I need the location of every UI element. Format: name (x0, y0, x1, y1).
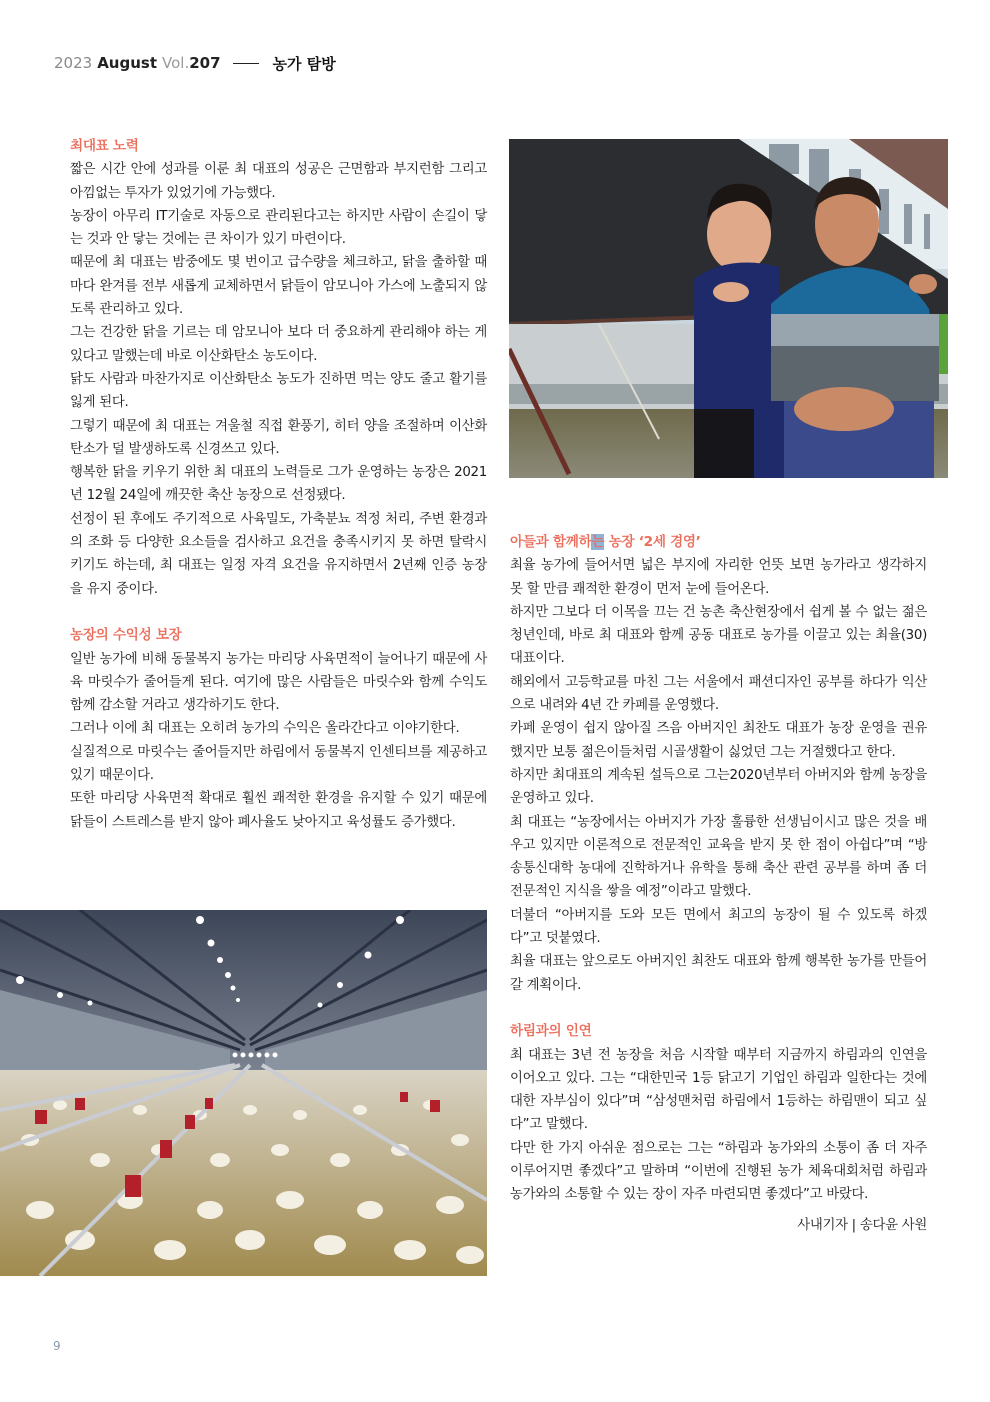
paragraph: 그러나 이에 최 대표는 오히려 농가의 수익은 올라간다고 이야기한다. (70, 721, 460, 737)
byline: 사내기자 | 송다윤 사원 (797, 1217, 927, 1233)
paragraph: 해외에서 고등학교를 마친 그는 서울에서 패션디자인 공부를 하다가 익산으로 내려와 4년 간 카페를 운영했다. (510, 674, 927, 714)
paragraph: 짧은 시간 안에 성과를 이룬 최 대표의 성공은 근면함과 부지런함 그리고 아낌없는 투자가 있었기에 가능했다. (70, 162, 487, 201)
paragraph: 최율 농가에 들어서면 넓은 부지에 자리한 언뜻 보면 농가라고 생각하지 못 할 만큼 쾌적한 환경이 먼저 눈에 들어온다. (510, 558, 927, 597)
running-header (54, 52, 336, 74)
paragraph: 닭도 사람과 마찬가지로 이산화탄소 농도가 진하면 먹는 양도 줄고 활기를 잃게 된다. (70, 371, 487, 411)
paragraph: 최 대표는 3년 전 농장을 처음 시작할 때부터 지금까지 하림과의 인연을 이어오고 있다. 그는 “대한민국 1등 닭고기 기업인 하림과 일한다는 것에 대한 자부심이 있다”며 “삼성맨처럼 하림에서 1등하는 하림맨이 되고 싶다”고 말했다. (510, 1047, 927, 1133)
section-heading: 하림과의 인연 (510, 1023, 592, 1040)
header-divider (233, 63, 259, 64)
issue-year: 2023 (54, 54, 93, 72)
issue-volume: Vol.207 (162, 54, 221, 72)
photo-father-and-son (509, 139, 948, 478)
paragraph: 선정이 된 후에도 주기적으로 사육밀도, 가축분뇨 적정 처리, 주변 환경과의 조화 등 다양한 요소들을 검사하고 요건을 충족시키지 못 하면 탈락시키기도 하는데, 최 대표는 일정 자격 요건을 유지하면서 2년째 인증 농장을 유지 중이다. (70, 511, 487, 597)
paragraph: 일반 농가에 비해 동물복지 농가는 마리당 사육면적이 늘어나기 때문에 사육 마릿수가 줄어들게 된다. 여기에 많은 사람들은 마릿수와 함께 수익도 함께 감소할 거라고 생각하기도 한다. (70, 651, 487, 714)
paragraph: 행복한 닭을 키우기 위한 최 대표의 노력들로 그가 운영하는 농장은 2021년 12월 24일에 깨끗한 축산 농장으로 선정됐다. (70, 465, 487, 504)
issue-month: August (97, 54, 157, 72)
paragraph: 또한 마리당 사육면적 확대로 훨씬 쾌적한 환경을 유지할 수 있기 때문에 닭들이 스트레스를 받지 않아 폐사율도 낮아지고 육성률도 증가했다. (70, 791, 487, 830)
left-column (70, 135, 487, 834)
paragraph: 더불더 “아버지를 도와 모든 면에서 최고의 농장이 될 수 있도록 하겠다”고 덧붙였다. (510, 907, 927, 947)
page-number: 9 (53, 1339, 61, 1353)
paragraph: 최율 대표는 앞으로도 아버지인 최찬도 대표와 함께 행복한 농가를 만들어 갈 계획이다. (510, 954, 927, 993)
paragraph: 다만 한 가지 아쉬운 점으로는 그는 “하림과 농가와의 소통이 좀 더 자주 이루어지면 좋겠다”고 말하며 “이번에 진행된 농가 체육대회처럼 하림과 농가와의 소통할 수 있는 장이 자주 마련되면 좋겠다”고 바랐다. (510, 1140, 927, 1203)
section-title: 농가 탐방 (272, 54, 336, 73)
paragraph: 카페 운영이 쉽지 않아질 즈음 아버지인 최찬도 대표가 농장 운영을 권유했지만 보통 젊은이들처럼 시골생활이 싫었던 그는 거절했다고 한다. (510, 721, 927, 760)
paragraph: 농장이 아무리 IT기술로 자동으로 관리된다고는 하지만 사람이 손길이 닿는 것과 안 닿는 것에는 큰 차이가 있기 마련이다. (70, 208, 487, 248)
section-heading: 농장의 수익성 보장 (70, 627, 182, 644)
paragraph: 그렇기 때문에 최 대표는 겨울철 직접 환풍기, 히터 양을 조절하며 이산화탄소가 덜 발생하도록 신경쓰고 있다. (70, 418, 487, 457)
right-column (510, 531, 927, 1237)
paragraph: 그는 건강한 닭을 기르는 데 암모니아 보다 더 중요하게 관리해야 하는 게 있다고 말했는데 바로 이산화탄소 농도이다. (70, 325, 487, 364)
paragraph: 하지만 그보다 더 이목을 끄는 건 농촌 축산현장에서 쉽게 볼 수 없는 젊은 청년인데, 바로 최 대표와 함께 공동 대표로 농가를 이끌고 있는 최율(30) 대표이다. (510, 604, 927, 667)
paragraph: 때문에 최 대표는 밤중에도 몇 번이고 급수량을 체크하고, 닭을 출하할 때마다 완겨를 전부 새롭게 교체하면서 닭들이 암모니아 가스에 노출되지 않도록 관리하고 있다. (70, 255, 487, 318)
text-selection-highlight: 는 (591, 534, 605, 550)
photo-poultry-barn (0, 910, 487, 1276)
section-heading: 아들과 함께하는 농장 ‘2세 경영’ (510, 534, 701, 550)
section-heading: 최대표 노력 (70, 138, 139, 154)
paragraph: 하지만 최대표의 계속된 설득으로 그는2020년부터 아버지와 함께 농장을 운영하고 있다. (510, 767, 927, 807)
paragraph: 실질적으로 마릿수는 줄어들지만 하림에서 동물복지 인센티브를 제공하고 있기 때문이다. (70, 744, 487, 784)
paragraph: 최 대표는 “농장에서는 아버지가 가장 훌륭한 선생님이시고 많은 것을 배우고 있지만 이론적으로 전문적인 교육을 받지 못 한 점이 아쉽다”며 “방송통신대학 농대에 진학하거나 유학을 통해 축산 관련 공부를 하며 좀 더 전문적인 지식을 쌓을 예정”이라고 말했다. (510, 814, 927, 900)
